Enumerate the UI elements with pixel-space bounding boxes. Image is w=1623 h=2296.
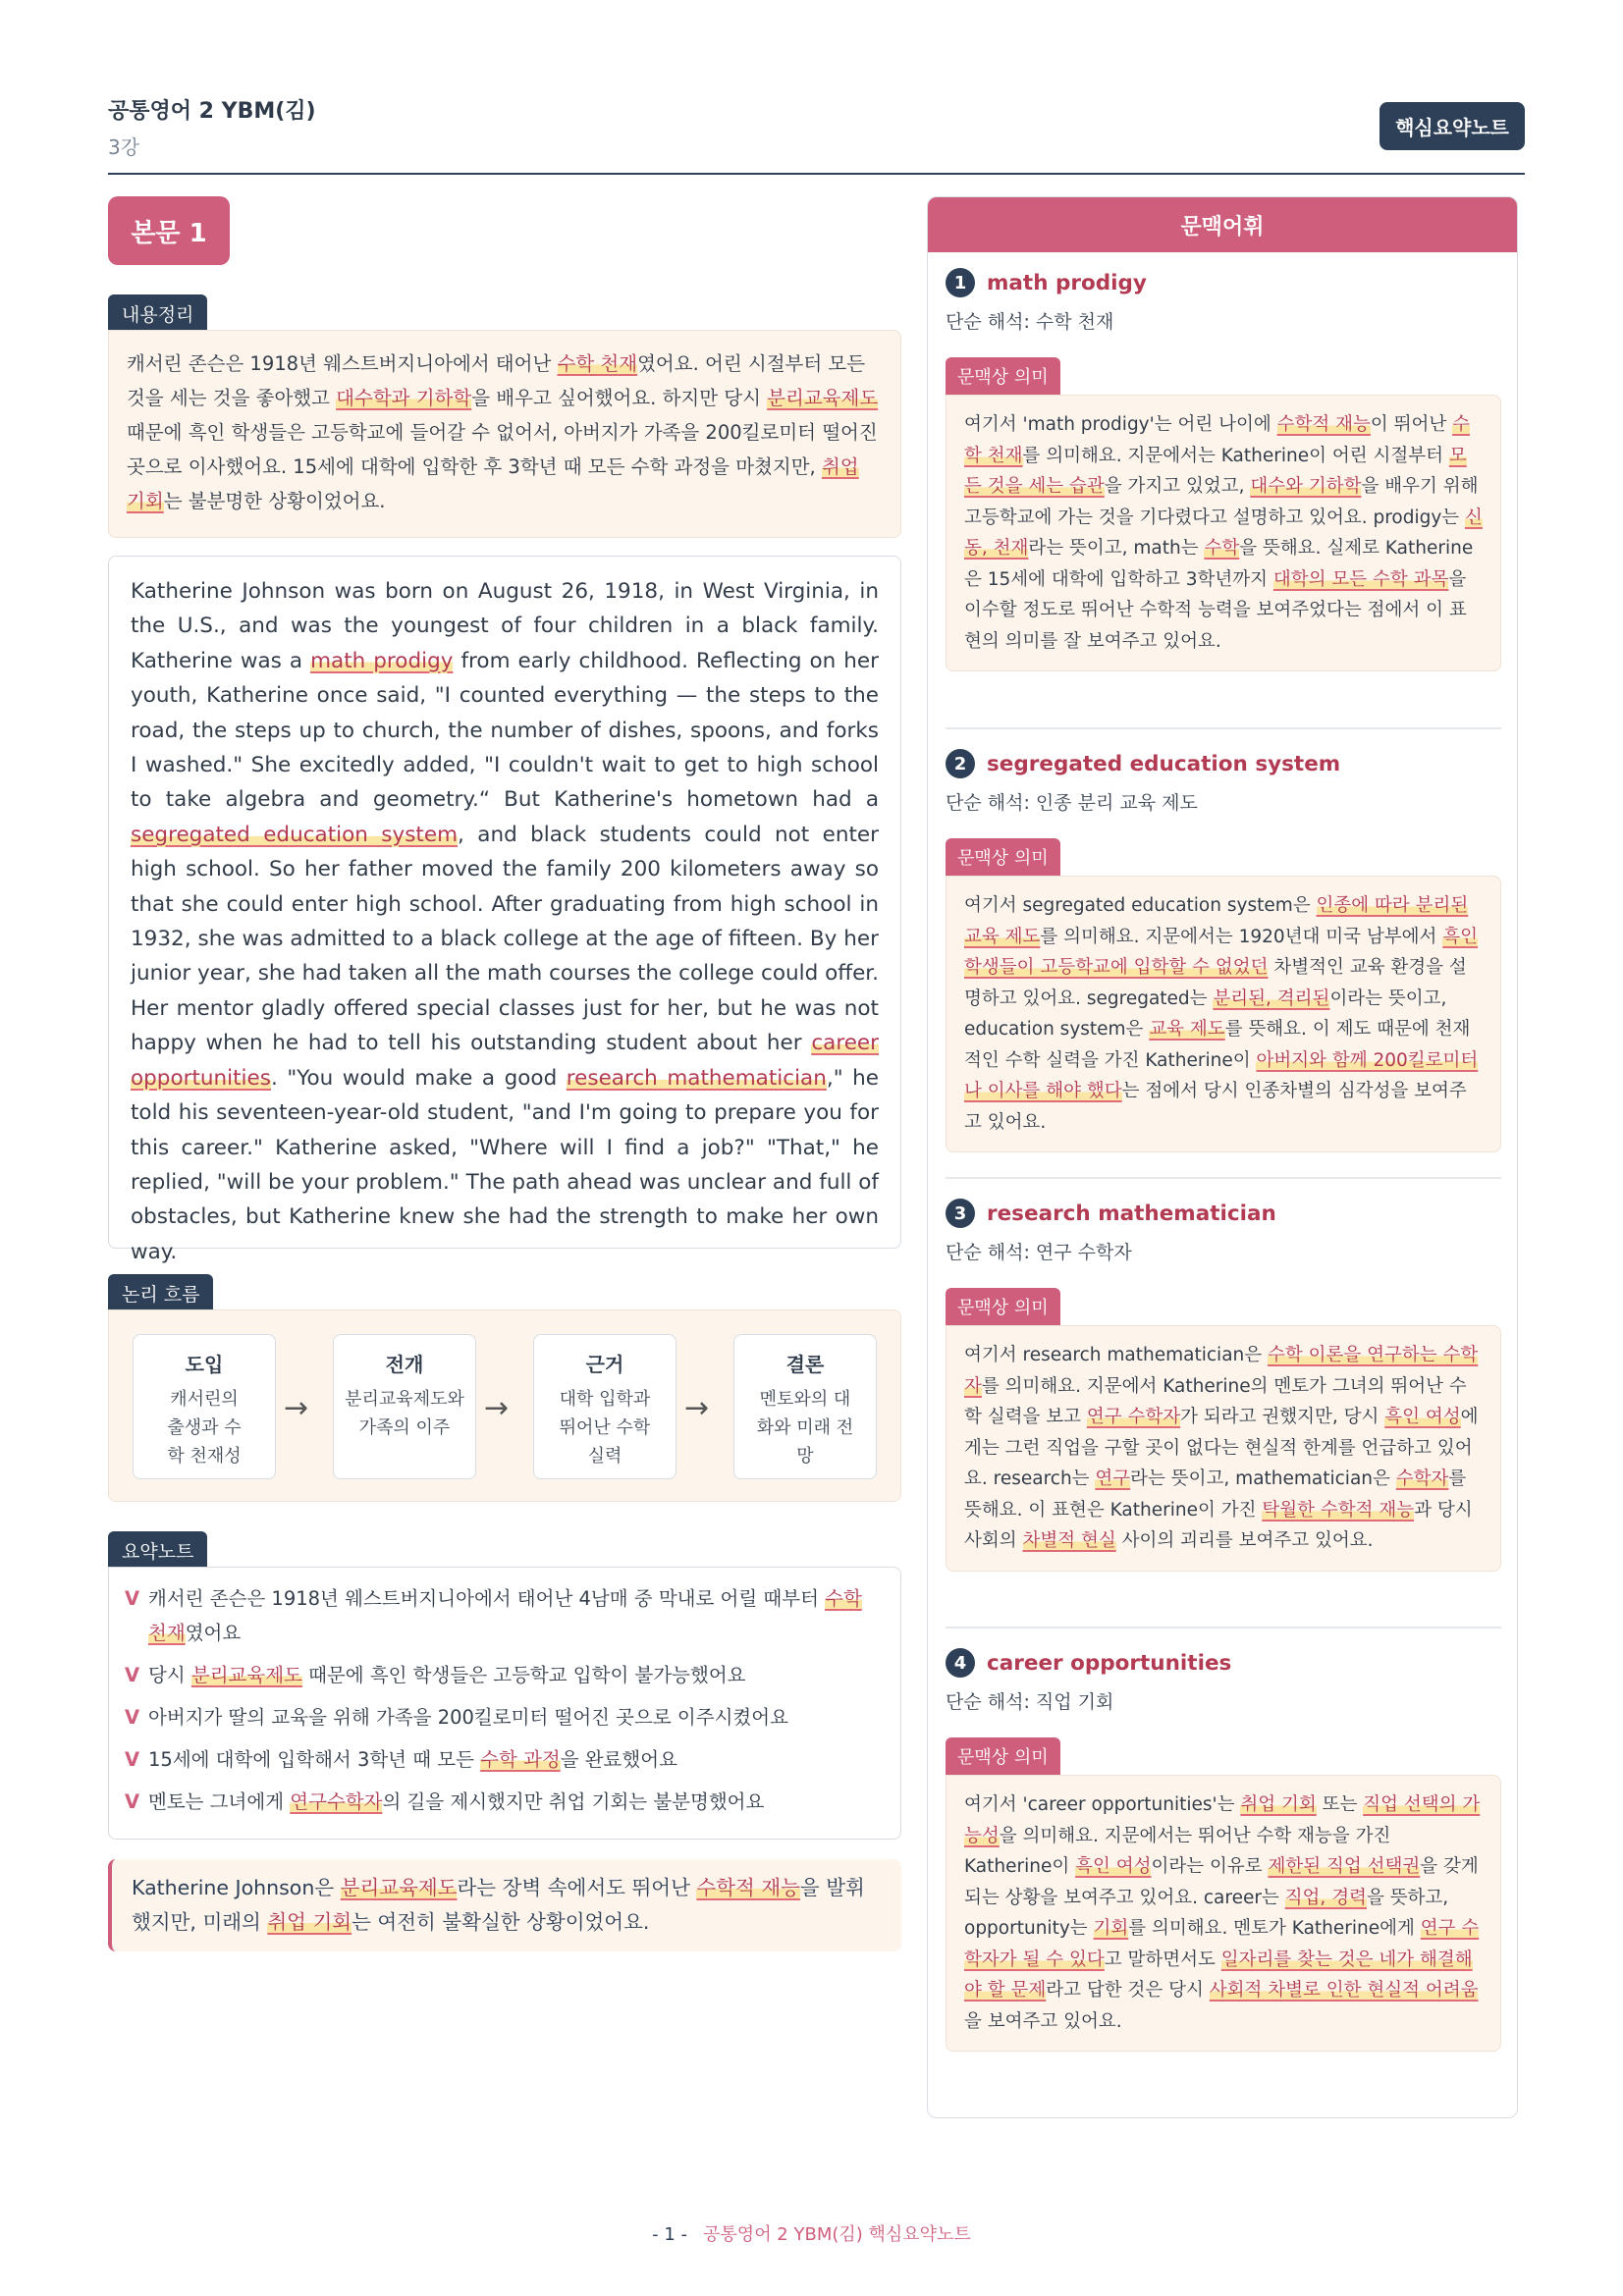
flow-step: 결론 멘토와의 대화와 미래 전망	[733, 1334, 877, 1479]
highlight: 기회	[1093, 1918, 1129, 1939]
highlight: 사회적 차별로 인한 현실적 어려움	[1209, 1980, 1479, 2001]
number-badge: 2	[946, 749, 975, 778]
highlight: 대학의 모든 수학 과목	[1272, 568, 1449, 590]
check-mark-icon: V	[125, 1748, 140, 1771]
highlight: 흑인 여성	[1384, 1407, 1461, 1427]
highlight: 연구	[1095, 1468, 1131, 1489]
divider	[946, 1177, 1501, 1179]
flow-step: 근거 대학 입학과 뛰어난 수학 실력	[533, 1334, 676, 1479]
check-mark-icon: V	[125, 1706, 140, 1729]
lesson-number: 3강	[108, 135, 140, 159]
page-footer	[0, 2220, 1623, 2246]
context-meaning-box: 여기서 'math prodigy'는 어린 나이에 수학적 재능이 뛰어난 수학 천재를 의미해요. 지문에서는 Katherine이 어린 시절부터 모든 것을 세는 습관을 가지고 있었고, 대수와 기하학을 배우기 위해 고등학교에 가는 것을 기다렸다고 설명하고 있어요. prodigy는 신동, 천재라는 뜻이고, math는 수학을 뜻해요. 실제로 Katherine은 15세에 대학에 입학하고 3학년까지 대학의 모든 수학 과목을 이수할 정도로 뛰어난 수학적 능력을 보여주었다는 점에서 이 표현의 의미를 잘 보여주고 있어요.	[946, 395, 1501, 671]
simple-translation: 단순 해석: 직업 기회	[946, 1691, 1114, 1713]
simple-translation: 단순 해석: 인종 분리 교육 제도	[946, 792, 1198, 814]
highlight: 직업, 경력	[1284, 1887, 1367, 1908]
arrow-right-icon: →	[684, 1391, 710, 1425]
context-meaning-box: 여기서 segregated education system은 인종에 따라 분리된 교육 제도를 의미해요. 지문에서는 1920년대 미국 남부에서 흑인 학생들이 고등학교에 입학할 수 없었던 차별적인 교육 환경을 설명하고 있어요. segregated는 분리된, 격리된이라는 뜻이고, education system은 교육 제도를 뜻해요. 이 제도 때문에 천재적인 수학 실력을 가진 Katherine이 아버지와 함께 200킬로미터나 이사를 해야 했다는 점에서 당시 인종차별의 심각성을 보여주고 있어요.	[946, 876, 1501, 1152]
vocab-word: research mathematician	[987, 1201, 1276, 1226]
context-meaning-tag: 문맥상 의미	[946, 1288, 1060, 1325]
context-meaning-tag: 문맥상 의미	[946, 838, 1060, 876]
highlight: 아버지와 함께 200킬로미터나 이사를 해야 했다	[964, 1049, 1479, 1101]
content-summary: 캐서린 존슨은 1918년 웨스트버지니아에서 태어난 수학 천재였어요. 어린 시절부터 모든 것을 세는 것을 좋아했고 대수학과 기하학을 배우고 싶어했어요. 하지만 당시 분리교육제도 때문에 흑인 학생들은 고등학교에 들어갈 수 없어서, 아버지가 가족을 200킬로미터 떨어진 곳으로 이사했어요. 15세에 대학에 입학한 후 3학년 때 모든 수학 과정을 마쳤지만, 취업 기회는 불분명한 상황이었어요.	[108, 330, 901, 538]
note-item: V 15세에 대학에 입학해서 3학년 때 모든 수학 과정을 완료했어요	[125, 1742, 885, 1777]
highlight: 수학 이론을 연구하는 수학자	[964, 1345, 1479, 1397]
notes-tag: 요약노트	[108, 1531, 207, 1570]
highlight: 흑인 여성	[1075, 1856, 1152, 1877]
note-item: V 당시 분리교육제도 때문에 흑인 학생들은 고등학교 입학이 불가능했어요	[125, 1658, 885, 1692]
vocab-panel-title: 문맥어휘	[928, 197, 1517, 252]
highlight: 제한된 직업 선택권	[1268, 1856, 1421, 1877]
note-item: V 멘토는 그녀에게 연구수학자의 길을 제시했지만 취업 기회는 불분명했어요	[125, 1785, 885, 1819]
simple-translation: 단순 해석: 수학 천재	[946, 311, 1114, 333]
number-badge: 1	[946, 268, 975, 297]
flow-step: 전개 분리교육제도와 가족의 이주	[333, 1334, 476, 1479]
highlight: 수학적 재능	[1276, 414, 1371, 435]
divider	[946, 1627, 1501, 1629]
flow-step: 도입 캐서린의 출생과 수학 천재성	[133, 1334, 276, 1479]
check-mark-icon: V	[125, 1790, 140, 1813]
summary-tag: 내용정리	[108, 294, 207, 333]
highlight: 흑인 학생들이 고등학교에 입학할 수 없었던	[964, 926, 1479, 978]
highlight: 수학자	[1395, 1468, 1449, 1489]
number-badge: 3	[946, 1199, 975, 1228]
page-header	[108, 94, 1525, 175]
highlight: 수학 천재	[964, 414, 1470, 466]
context-meaning-tag: 문맥상 의미	[946, 1737, 1060, 1775]
context-meaning-tag: 문맥상 의미	[946, 357, 1060, 395]
highlight: 교육 제도	[1149, 1019, 1225, 1040]
context-meaning-box: 여기서 research mathematician은 수학 이론을 연구하는 수학자를 의미해요. 지문에서 Katherine의 멘토가 그녀의 뛰어난 수학 실력을 보고 연구 수학자가 되라고 권했지만, 당시 흑인 여성에게는 그런 직업을 구할 곳이 없다는 현실적 한계를 언급하고 있어요. research는 연구라는 뜻이고, mathematician은 수학자를 뜻해요. 이 표현은 Katherine이 가진 탁월한 수학적 재능과 당시 사회의 차별적 현실 사이의 괴리를 보여주고 있어요.	[946, 1325, 1501, 1572]
highlight: 대수학과 기하학	[336, 387, 472, 409]
vocab-highlight: research mathematician	[566, 1065, 827, 1091]
conclusion-box: Katherine Johnson은 분리교육제도라는 장벽 속에서도 뛰어난 수학적 재능을 발휘했지만, 미래의 취업 기회는 여전히 불확실한 상황이었어요.	[108, 1859, 901, 1951]
highlight: 인종에 따라 분리된 교육 제도	[964, 895, 1469, 947]
vocab-highlight: math prodigy	[310, 648, 454, 673]
highlight: 분리된, 격리된	[1213, 988, 1330, 1009]
context-vocab-panel	[927, 196, 1518, 2118]
highlight: 탁월한 수학적 재능	[1262, 1499, 1415, 1521]
highlight: 대수와 기하학	[1250, 476, 1362, 497]
arrow-right-icon: →	[484, 1391, 510, 1425]
logic-flow	[108, 1309, 901, 1502]
highlight: 연구 수학자	[1086, 1407, 1181, 1427]
highlight: 수학 천재	[557, 352, 638, 375]
flow-tag: 논리 흐름	[108, 1274, 213, 1312]
highlight: 취업 기회	[1240, 1794, 1317, 1815]
english-passage: Katherine Johnson was born on August 26, 1918, in West Virginia, in the U.S., and was the youngest of four children in a black family. Katherine was a math prodigy from early childhood. Reflecting on her youth, Katherine once said, "I counted everything — the steps to the road, the steps up to church, the number of dishes, spoons, and forks I washed." She excitedly added, "I couldn't wait to get to high school to take algebra and geometry.“ But Katherine's hometown had a segregated education system, and black students could not enter high school. So her father moved the family 200 kilometers away so that she could enter high school. After graduating from high school in 1932, she was admitted to a black college at the age of fifteen. By her junior year, she had taken all the math courses the college could offer. Her mentor gladly offered special classes just for her, but he was not happy when he had to tell his outstanding student about her career opportunities. "You would make a good research mathematician," he told his seventeen-year-old student, "and I'm going to prepare you for this career." Katherine asked, "Where will I find a job?" "That," he replied, "will be your problem." The path ahead was unclear and full of obstacles, but Katherine knew she had the strength to make her own way.	[108, 556, 901, 1249]
vocab-highlight: segregated education system	[131, 822, 459, 847]
highlight: 모든 것을 세는 습관	[964, 445, 1467, 497]
highlight: 취업 기회	[127, 455, 859, 512]
check-mark-icon: V	[125, 1664, 140, 1686]
highlight: 일자리를 찾는 것은 네가 해결해야 할 문제	[964, 1949, 1473, 2001]
context-meaning-box: 여기서 'career opportunities'는 취업 기회 또는 직업 선택의 가능성을 의미해요. 지문에서는 뛰어난 수학 재능을 가진 Katherine이 흑인 여성이라는 이유로 제한된 직업 선택권을 갖게 되는 상황을 보여주고 있어요. career는 직업, 경력을 뜻하고, opportunity는 기회를 의미해요. 멘토가 Katherine에게 연구 수학자가 될 수 있다고 말하면서도 일자리를 찾는 것은 네가 해결해야 할 문제라고 답한 것은 당시 사회적 차별로 인한 현실적 어려움을 보여주고 있어요.	[946, 1775, 1501, 2052]
vocab-entry	[946, 747, 1501, 1152]
highlight: 직업 선택의 가능성	[964, 1794, 1481, 1846]
note-item: V 아버지가 딸의 교육을 위해 가족을 200킬로미터 떨어진 곳으로 이주시켰어요	[125, 1700, 885, 1735]
summary-notes	[108, 1567, 901, 1840]
vocab-highlight: career opportunities	[131, 1031, 879, 1091]
course-title: 공통영어 2 YBM(김)	[108, 99, 316, 124]
vocab-word: math prodigy	[987, 270, 1147, 295]
number-badge: 4	[946, 1648, 975, 1678]
summary-note-badge: 핵심요약노트	[1380, 102, 1525, 150]
simple-translation: 단순 해석: 연구 수학자	[946, 1242, 1132, 1263]
divider	[946, 727, 1501, 729]
highlight: 신동, 천재	[964, 507, 1483, 559]
vocab-entry	[946, 1646, 1501, 2052]
vocab-word: career opportunities	[987, 1650, 1232, 1676]
page-number: - 1 -	[652, 2224, 688, 2245]
section-title: 본문 1	[108, 196, 230, 265]
highlight: 분리교육제도	[767, 387, 879, 409]
check-mark-icon: V	[125, 1587, 140, 1610]
vocab-entry	[946, 266, 1501, 671]
highlight: 수학	[1204, 538, 1240, 559]
vocab-entry	[946, 1197, 1501, 1572]
highlight: 차별적 현실	[1022, 1530, 1116, 1551]
footer-title: 공통영어 2 YBM(김) 핵심요약노트	[703, 2224, 971, 2245]
highlight: 연구 수학자가 될 수 있다	[964, 1918, 1480, 1970]
arrow-right-icon: →	[284, 1391, 309, 1425]
note-item: V 캐서린 존슨은 1918년 웨스트버지니아에서 태어난 4남매 중 막내로 어릴 때부터 수학 천재였어요	[125, 1581, 885, 1650]
vocab-word: segregated education system	[987, 751, 1341, 776]
